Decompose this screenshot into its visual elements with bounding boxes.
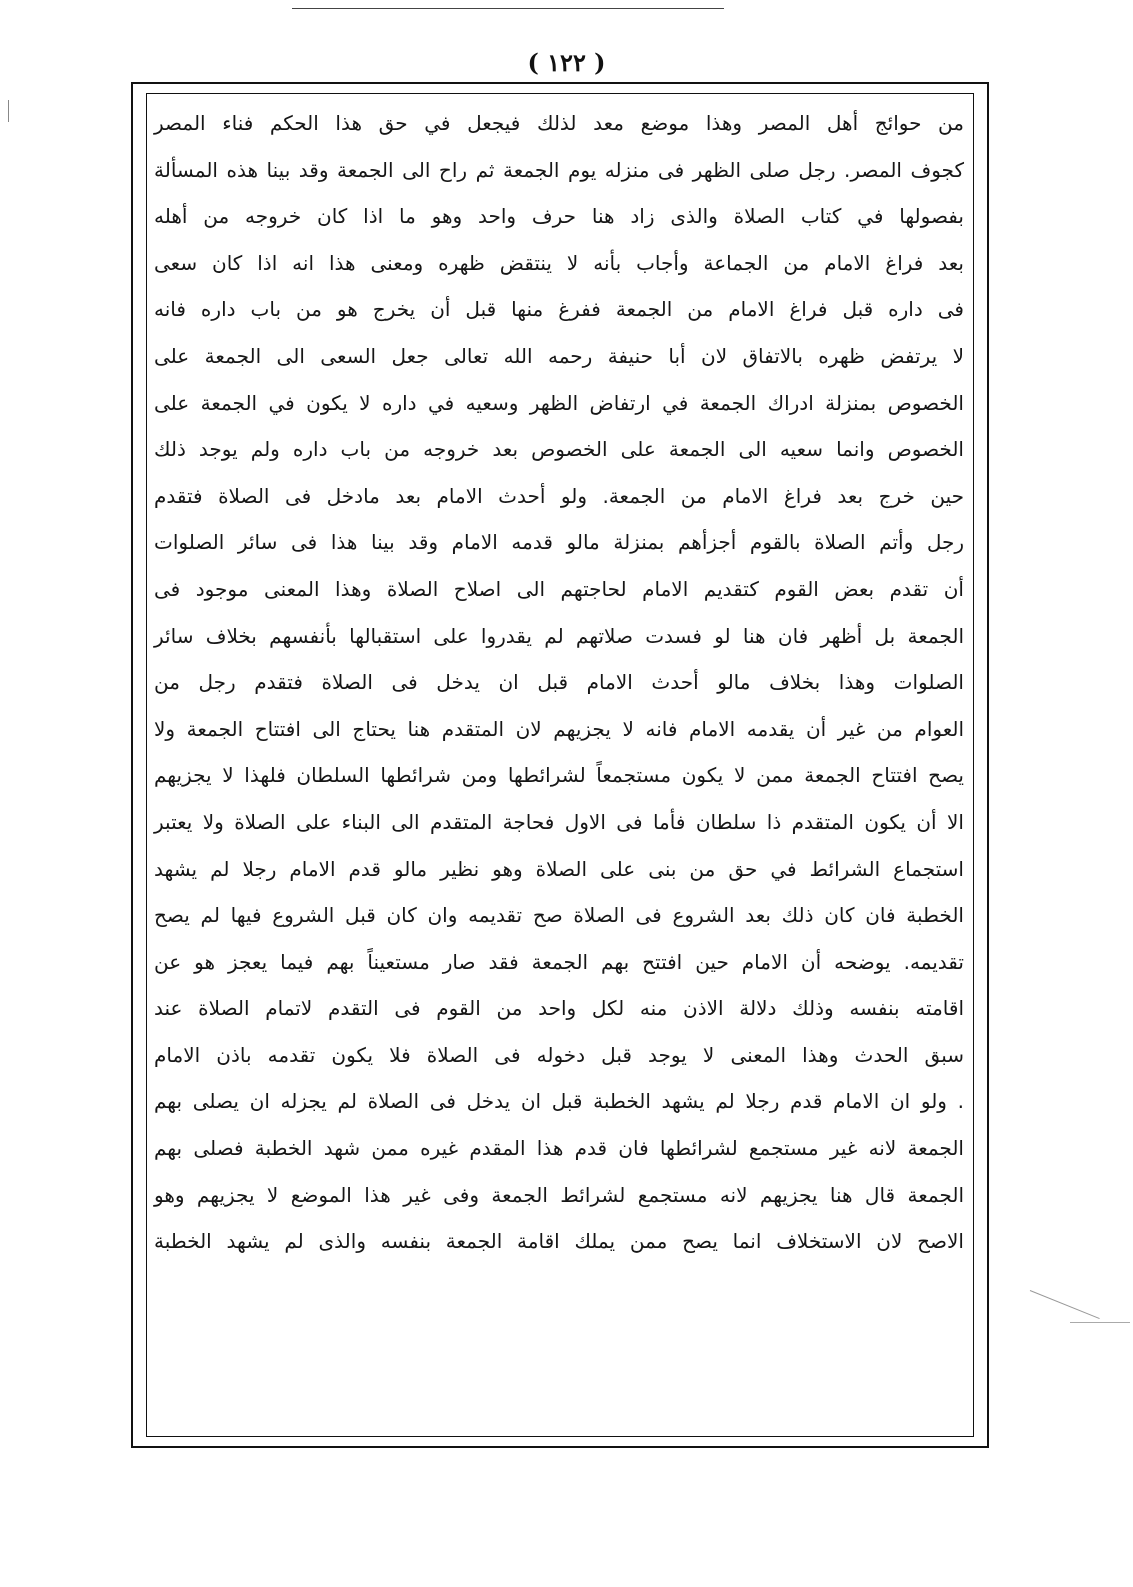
text-line: الجمعة لانه غير مستجمع لشرائطها فان قدم هذا المقدم غيره ممن شهد الخطبة فصلى بهم	[154, 1136, 964, 1161]
text-line: سبق الحدث وهذا المعنى لا يوجد قبل دخوله فى الصلاة فلا يكون تقدمه باذن الامام	[154, 1042, 964, 1067]
text-line: الجمعة بل أظهر فان هنا لو فسدت صلاتهم لم يقدروا على استقبالها بأنفسهم بخلاف سائر	[154, 623, 964, 648]
text-line: استجماع الشرائط في حق من بنى على الصلاة وهو نظير مالو قدم الامام رجلا لم يشهد	[154, 856, 964, 881]
text-line: الخصوص وانما سعيه الى الجمعة على الخصوص بعد خروجه من باب داره ولم يوجد ذلك	[154, 437, 964, 462]
text-line: كجوف المصر. رجل صلى الظهر فى منزله يوم الجمعة ثم راح الى الجمعة وقد بينا هذه المسألة	[154, 157, 964, 182]
page-number: ( ١٢٢ )	[527, 48, 606, 77]
text-line: الصلوات وهذا بخلاف مالو أحدث الامام قبل ان يدخل فى الصلاة فتقدم رجل من	[154, 670, 964, 695]
text-line: فى داره قبل فراغ الامام من الجمعة ففرغ منها قبل أن يخرج هو من باب داره فانه	[154, 297, 964, 322]
text-line: أن تقدم بعض القوم كتقديم الامام لحاجتهم الى اصلاح الصلاة وهذا المعنى موجود فى	[154, 576, 964, 601]
margin-pen-stroke	[1070, 1322, 1130, 1323]
text-line: اقامته بنفسه وذلك دلالة الاذن منه لكل واحد من القوم فى التقدم لاتمام الصلاة عند	[154, 996, 964, 1021]
text-line: . ولو ان الامام قدم رجلا لم يشهد الخطبة قبل ان يدخل فى الصلاة لم يجزله ان يصلى بهم	[154, 1089, 964, 1114]
scan-top-rule	[292, 8, 724, 9]
body-text	[150, 100, 968, 1430]
scan-left-tick	[8, 100, 9, 122]
text-line: الخطبة فان كان ذلك بعد الشروع فى الصلاة صح تقديمه وان كان قبل الشروع فيها لم يصح	[154, 903, 964, 928]
text-line: بعد فراغ الامام من الجماعة وأجاب بأنه لا ينتقض ظهره ومعنى هذا انه اذا كان سعى	[154, 250, 964, 275]
text-line: لا يرتفض ظهره بالاتفاق لان أبا حنيفة رحمه الله تعالى جعل السعى الى الجمعة على	[154, 343, 964, 368]
text-line: رجل وأتم الصلاة بالقوم أجزأهم بمنزلة مالو قدمه الامام وقد بينا هذا فى سائر الصلوات	[154, 530, 964, 555]
text-line: الاصح لان الاستخلاف انما يصح ممن يملك اقامة الجمعة بنفسه والذى لم يشهد الخطبة	[154, 1229, 964, 1254]
text-line: حين خرج بعد فراغ الامام من الجمعة. ولو أحدث الامام بعد مادخل فى الصلاة فتقدم	[154, 483, 964, 508]
text-line: الجمعة قال هنا يجزيهم لانه مستجمع لشرائط الجمعة وفى غير هذا الموضع لا يجزيهم وهو	[154, 1182, 964, 1207]
text-line: العوام من غير أن يقدمه الامام فانه لا يجزيهم لان المتقدم هنا يحتاج الى افتتاح الجمعة ولا	[154, 716, 964, 741]
margin-pen-stroke	[1030, 1290, 1100, 1319]
text-line: يصح افتتاح الجمعة ممن لا يكون مستجمعاً لشرائطها ومن شرائطها السلطان فلهذا لا يجزيهم	[154, 763, 964, 788]
text-line: بفصولها في كتاب الصلاة والذى زاد هنا حرف واحد وهو ما اذا كان خروجه من أهله	[154, 204, 964, 229]
text-line: الا أن يكون المتقدم ذا سلطان فأما فى الاول فحاجة المتقدم الى البناء على الصلاة ولا يعتبر	[154, 809, 964, 834]
text-line: من حوائج أهل المصر وهذا موضع معد لذلك فيجعل في حق هذا الحكم فناء المصر	[154, 111, 964, 135]
text-line: الخصوص بمنزلة ادراك الجمعة في ارتفاض الظهر وسعيه في داره لا يكون في الجمعة على	[154, 390, 964, 415]
text-line: تقديمه. يوضحه أن الامام حين افتتح بهم الجمعة فقد صار مستعيناً بهم فيما يعجز هو عن	[154, 949, 964, 974]
